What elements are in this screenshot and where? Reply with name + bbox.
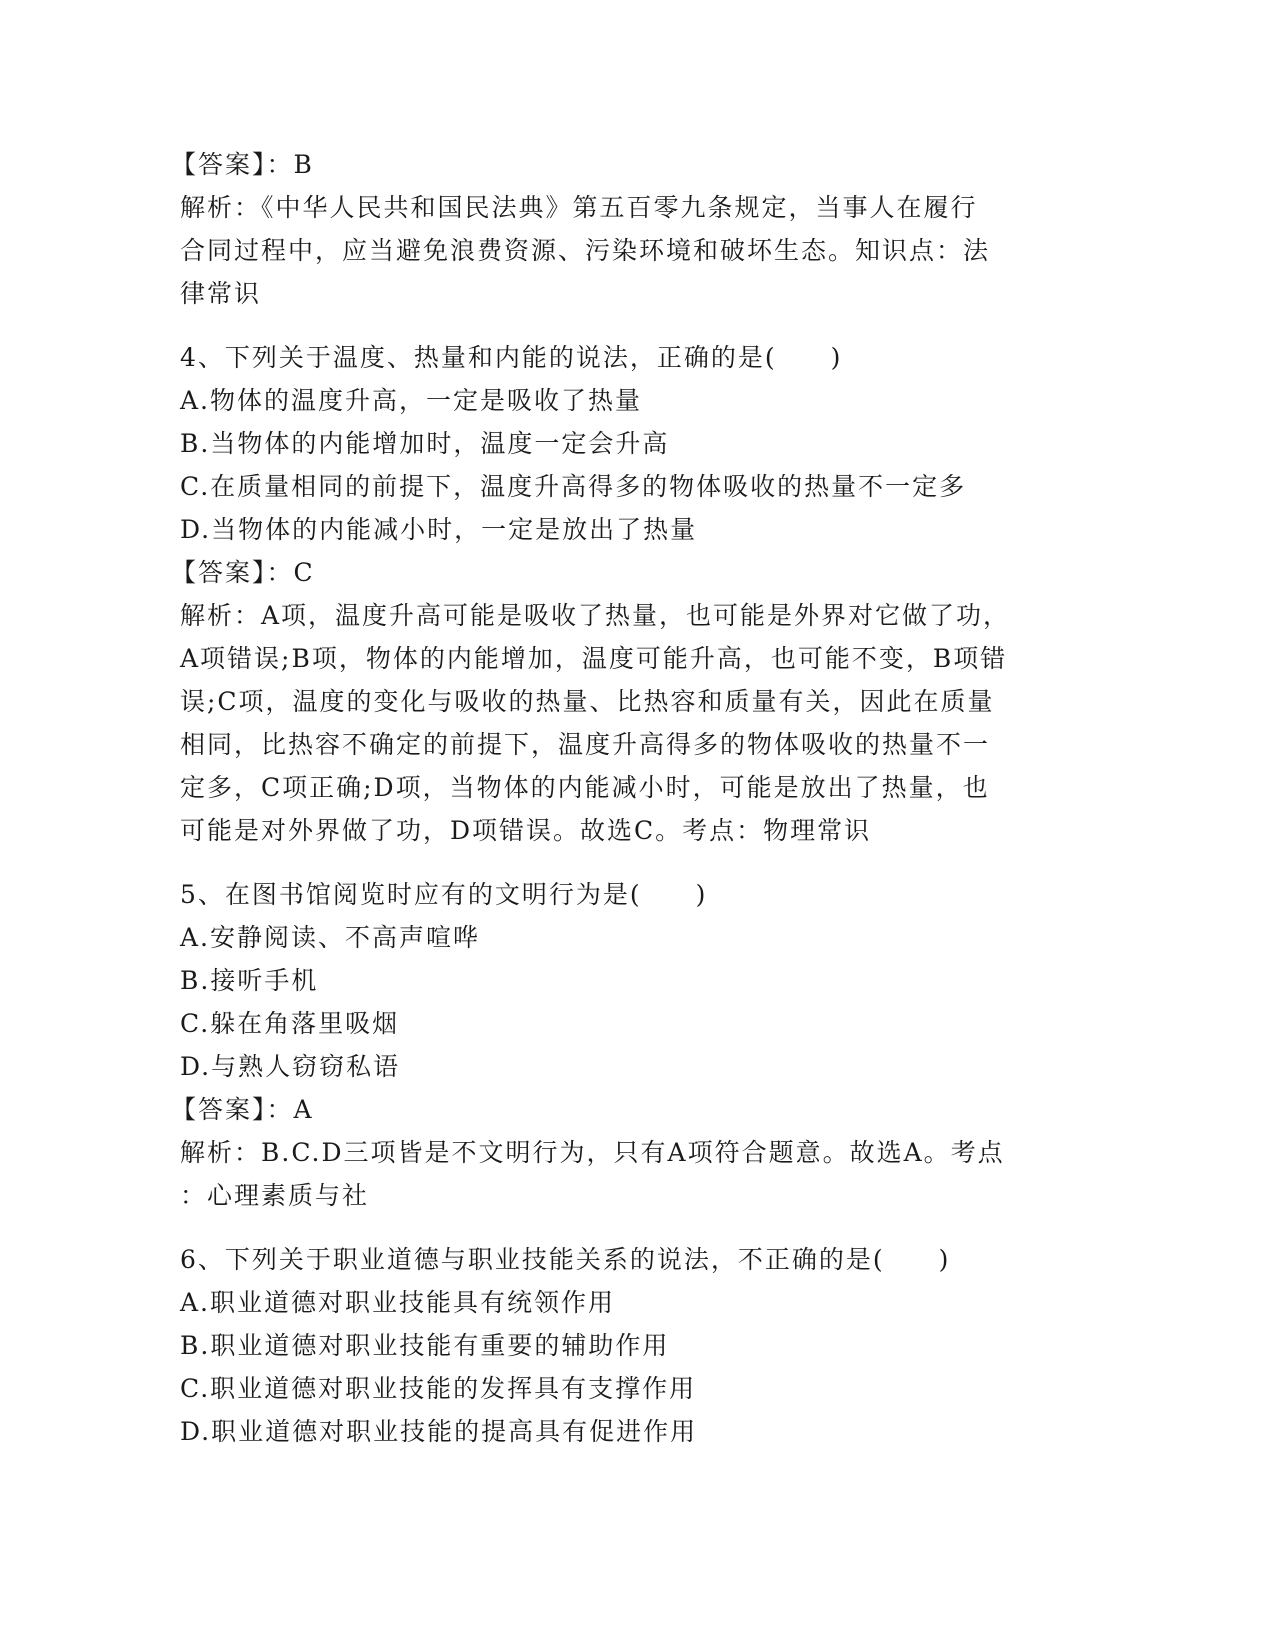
question-3-answer-block (171, 143, 1080, 315)
question-stem: 6、下列关于职业道德与职业技能关系的说法，不正确的是( ) (180, 1245, 951, 1274)
question-stem: 5、在图书馆阅览时应有的文明行为是( ) (180, 880, 708, 909)
option-c: C.躲在角落里吸烟 (180, 1009, 400, 1038)
option-b: B.当物体的内能增加时，温度一定会升高 (180, 429, 670, 458)
question-6 (180, 1238, 1080, 1453)
analysis-line: ：心理素质与社 (180, 1181, 370, 1210)
question-5 (171, 873, 1080, 1217)
option-c: C.职业道德对职业技能的发挥具有支撑作用 (180, 1374, 697, 1403)
analysis-line: 合同过程中，应当避免浪费资源、污染环境和破坏生态。知识点：法 (180, 236, 991, 265)
analysis-line: 可能是对外界做了功，D项错误。故选C。考点：物理常识 (180, 816, 872, 845)
analysis-line: 误;C项，温度的变化与吸收的热量、比热容和质量有关，因此在质量 (180, 687, 995, 716)
option-a: A.物体的温度升高，一定是吸收了热量 (180, 386, 643, 415)
answer-label: 【答案】：A (171, 1095, 314, 1124)
option-a: A.安静阅读、不高声喧哗 (180, 923, 481, 952)
analysis-line: 解析：A项，温度升高可能是吸收了热量，也可能是外界对它做了功， (180, 601, 1011, 630)
option-a: A.职业道德对职业技能具有统领作用 (180, 1288, 616, 1317)
analysis-line: 解析：B.C.D三项皆是不文明行为，只有A项符合题意。故选A。考点 (180, 1138, 1005, 1167)
analysis-line: 律常识 (180, 279, 262, 308)
option-c: C.在质量相同的前提下，温度升高得多的物体吸收的热量不一定多 (180, 472, 967, 501)
option-b: B.职业道德对职业技能有重要的辅助作用 (180, 1331, 670, 1360)
question-stem: 4、下列关于温度、热量和内能的说法，正确的是( ) (180, 343, 843, 372)
option-d: D.当物体的内能减小时，一定是放出了热量 (180, 515, 698, 544)
option-d: D.与熟人窃窃私语 (180, 1052, 401, 1081)
option-b: B.接听手机 (180, 966, 319, 995)
analysis-line: A项错误;B项，物体的内能增加，温度可能升高，也可能不变，B项错 (180, 644, 1008, 673)
analysis-line: 解析：《中华人民共和国民法典》第五百零九条规定，当事人在履行 (180, 193, 978, 222)
document-page (171, 143, 1080, 1453)
answer-label: 【答案】：C (171, 558, 315, 587)
analysis-line: 相同，比热容不确定的前提下，温度升高得多的物体吸收的热量不一 (180, 730, 991, 759)
option-d: D.职业道德对职业技能的提高具有促进作用 (180, 1417, 698, 1446)
analysis-line: 定多，C项正确;D项，当物体的内能减小时，可能是放出了热量，也 (180, 773, 990, 802)
question-4 (171, 336, 1080, 852)
answer-label: 【答案】：B (171, 150, 314, 179)
